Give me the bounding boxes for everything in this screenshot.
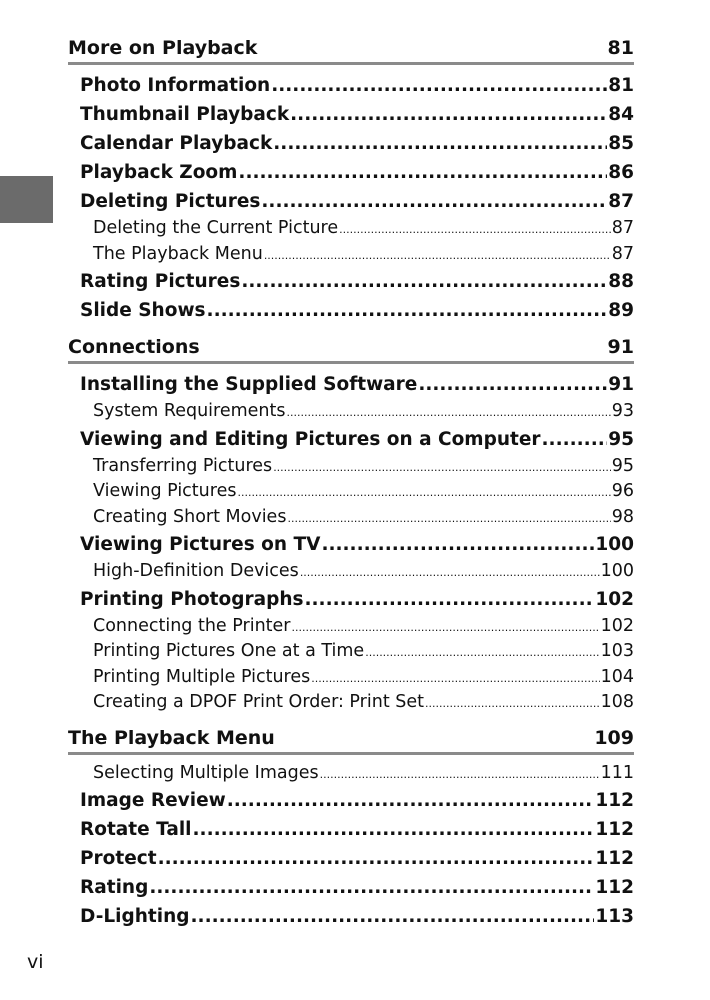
- entry-page: 108: [600, 692, 634, 712]
- section-page: 91: [607, 336, 634, 358]
- entry-title: Thumbnail Playback: [80, 104, 290, 125]
- entry-page: 84: [608, 104, 634, 125]
- dot-leader: [227, 786, 595, 815]
- entry-page: 86: [608, 162, 634, 183]
- toc-subentry[interactable]: [93, 216, 634, 242]
- dot-leader: [291, 615, 599, 641]
- toc-entry[interactable]: [80, 370, 634, 399]
- dot-leader: [261, 187, 607, 216]
- entry-page: 88: [608, 271, 634, 292]
- toc-entry[interactable]: [80, 158, 634, 187]
- entry-title: Protect: [80, 848, 157, 869]
- table-of-contents: [68, 34, 634, 939]
- entry-title: Image Review: [80, 790, 226, 811]
- toc-subentry[interactable]: [93, 454, 634, 480]
- dot-leader: [286, 400, 610, 426]
- toc-entry[interactable]: [80, 585, 634, 614]
- entry-page: 95: [611, 455, 634, 476]
- entry-title: Connecting the Printer: [93, 615, 291, 636]
- entry-title: Slide Shows: [80, 300, 206, 321]
- section-entries: [68, 364, 634, 724]
- toc-entry[interactable]: [80, 187, 634, 216]
- toc-entry[interactable]: [80, 129, 634, 158]
- section-heading[interactable]: [68, 34, 634, 65]
- dot-leader: [305, 585, 595, 614]
- toc-entry[interactable]: [80, 100, 634, 129]
- dot-leader: [320, 762, 600, 788]
- entry-title: Viewing Pictures on TV: [80, 534, 321, 555]
- entry-title: Calendar Playback: [80, 133, 273, 154]
- section-page: 81: [607, 37, 634, 59]
- dot-leader: [237, 480, 610, 506]
- toc-entry[interactable]: [80, 786, 634, 815]
- entry-page: 87: [608, 191, 634, 212]
- entry-title: Deleting Pictures: [80, 191, 261, 212]
- toc-entry[interactable]: [80, 873, 634, 902]
- entry-page: 96: [611, 481, 634, 501]
- dot-leader: [287, 506, 610, 532]
- dot-leader: [271, 71, 607, 100]
- section-page: 109: [594, 726, 634, 749]
- entry-page: 91: [608, 374, 634, 395]
- entry-page: 87: [611, 243, 634, 264]
- entry-title: Rating: [80, 877, 149, 898]
- toc-entry[interactable]: [80, 296, 634, 325]
- dot-leader: [425, 691, 600, 717]
- entry-page: 112: [595, 877, 634, 898]
- toc-subentry[interactable]: [93, 614, 634, 640]
- entry-page: 93: [611, 401, 634, 421]
- entry-page: 100: [595, 534, 634, 555]
- section-title: More on Playback: [68, 37, 258, 59]
- entry-title: Printing Multiple Pictures: [93, 666, 311, 687]
- entry-page: 102: [595, 588, 634, 610]
- entry-title: D-Lighting: [80, 906, 190, 927]
- entry-page: 85: [608, 133, 634, 154]
- dot-leader: [290, 100, 607, 129]
- section-heading[interactable]: [68, 724, 634, 755]
- entry-title: Rating Pictures: [80, 271, 241, 292]
- toc-subentry[interactable]: [93, 761, 634, 787]
- entry-title: System Requirements: [93, 401, 286, 421]
- toc-entry[interactable]: [80, 844, 634, 873]
- entry-page: 100: [600, 561, 634, 581]
- dot-leader: [149, 873, 594, 902]
- entry-page: 87: [611, 218, 634, 238]
- toc-subentry[interactable]: [93, 639, 634, 665]
- section-title: Connections: [68, 336, 200, 358]
- dot-leader: [193, 815, 595, 844]
- toc-subentry[interactable]: [93, 505, 634, 531]
- dot-leader: [418, 370, 607, 399]
- dot-leader: [300, 560, 600, 586]
- dot-leader: [191, 902, 595, 931]
- entry-page: 89: [608, 300, 634, 321]
- section-entries: [68, 65, 634, 333]
- toc-entry[interactable]: [80, 530, 634, 559]
- entry-page: 112: [595, 819, 634, 840]
- entry-title: Installing the Supplied Software: [80, 374, 418, 395]
- page-number: vi: [27, 951, 44, 973]
- entry-page: 102: [600, 615, 634, 636]
- entry-page: 95: [608, 428, 634, 450]
- dot-leader: [311, 666, 599, 692]
- toc-entry[interactable]: [80, 425, 634, 454]
- entry-title: Viewing and Editing Pictures on a Computer: [80, 428, 541, 450]
- section-entries: [68, 755, 634, 940]
- entry-title: Photo Information: [80, 75, 271, 96]
- entry-title: Creating Short Movies: [93, 506, 287, 527]
- dot-leader: [321, 530, 594, 559]
- toc-subentry[interactable]: [93, 665, 634, 691]
- dot-leader: [365, 640, 599, 666]
- entry-page: 104: [600, 666, 634, 687]
- toc-entry[interactable]: [80, 267, 634, 296]
- entry-page: 81: [608, 75, 634, 96]
- entry-title: Printing Pictures One at a Time: [93, 641, 365, 661]
- section-heading[interactable]: [68, 333, 634, 364]
- toc-subentry[interactable]: [93, 399, 634, 425]
- dot-leader: [158, 844, 595, 873]
- toc-subentry[interactable]: [93, 479, 634, 505]
- entry-page: 103: [600, 641, 634, 661]
- toc-entry[interactable]: [80, 815, 634, 844]
- toc-subentry[interactable]: [93, 559, 634, 585]
- entry-title: Playback Zoom: [80, 162, 238, 183]
- entry-title: Selecting Multiple Images: [93, 762, 319, 783]
- dot-leader: [542, 425, 608, 454]
- dot-leader: [273, 455, 611, 481]
- dot-leader: [238, 158, 607, 187]
- entry-title: Deleting the Current Picture: [93, 218, 339, 238]
- toc-entry[interactable]: [80, 71, 634, 100]
- dot-leader: [339, 217, 611, 243]
- dot-leader: [264, 243, 611, 269]
- entry-title: Creating a DPOF Print Order: Print Set: [93, 692, 424, 712]
- entry-title: Printing Photographs: [80, 588, 304, 610]
- entry-page: 113: [595, 906, 634, 927]
- entry-title: Transferring Pictures: [93, 455, 273, 476]
- entry-title: The Playback Menu: [93, 243, 263, 264]
- toc-subentry[interactable]: [93, 690, 634, 716]
- entry-title: Viewing Pictures: [93, 481, 237, 501]
- entry-title: High-Definition Devices: [93, 561, 299, 581]
- section-title: The Playback Menu: [68, 726, 275, 749]
- entry-title: Rotate Tall: [80, 819, 192, 840]
- chapter-tab-marker: [0, 176, 53, 223]
- entry-page: 112: [595, 848, 634, 869]
- dot-leader: [207, 296, 608, 325]
- toc-entry[interactable]: [80, 902, 634, 931]
- toc-subentry[interactable]: [93, 242, 634, 268]
- entry-page: 112: [595, 790, 634, 811]
- dot-leader: [273, 129, 607, 158]
- entry-page: 98: [611, 506, 634, 527]
- entry-page: 111: [600, 762, 634, 783]
- dot-leader: [241, 267, 607, 296]
